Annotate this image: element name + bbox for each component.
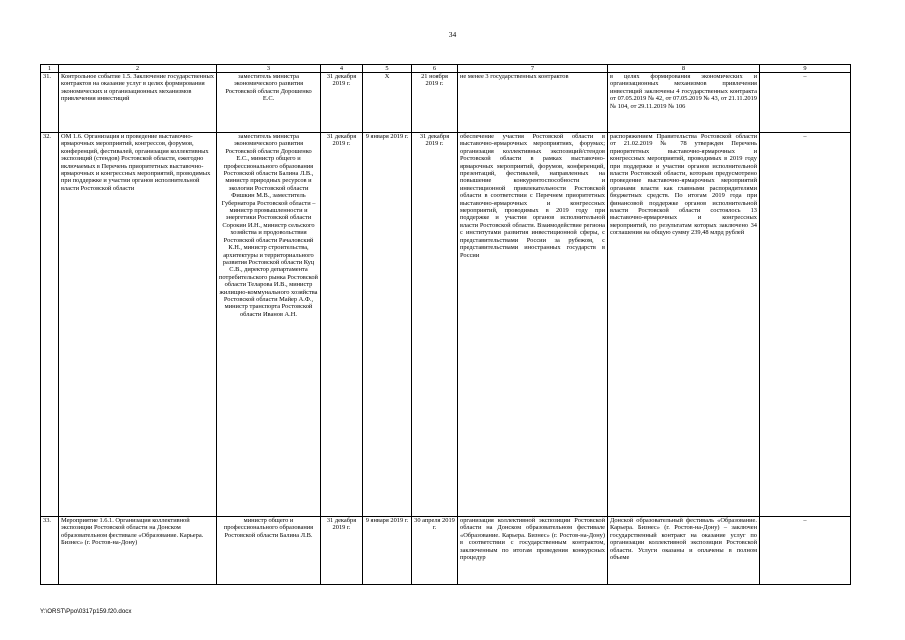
column-header: 7	[458, 65, 608, 73]
page-number: 34	[448, 30, 457, 39]
actual-end-date: 30 апреля 2019 г.	[412, 517, 458, 585]
planned-date: 31 декабря 2019 г.	[321, 517, 363, 585]
actual-end-date: 31 декабря 2019 г.	[412, 133, 458, 517]
actual-start-date: 9 января 2019 г.	[363, 133, 412, 517]
row-number: 32.	[41, 133, 59, 517]
report-table	[40, 64, 851, 585]
actual-start-date: 9 января 2019 г.	[363, 517, 412, 585]
column-header: 5	[363, 65, 412, 73]
event-name: Мероприятие 1.6.1. Организация коллективной экспозиции Ростовской области на Донском образовательном фестивале «Образование. Карьера. Бизнес» (г. Ростов-на-Дону)	[59, 517, 217, 585]
actual-result: распоряжением Правительства Ростовской области от 21.02.2019 № 78 утвержден Перечень приоритетных выставочно-ярмарочных и конгрессных мероприятий, проводимых в 2019 году при поддержке и участии органов исполнительной власти Ростовской области, которым предусмотрено проведение выставочно-ярмарочных мероприятий органами власти как главными распорядителями бюджетных средств. По итогам 2019 года при финансовой поддержке органов исполнительной власти Ростовской области состоялось 13 выставочно-ярмарочных и конгрессных мероприятий, по результатам которых заключено 34 соглашения на общую сумму 239,48 млрд рублей	[608, 133, 760, 517]
table-row	[41, 133, 851, 517]
deviation-reasons: –	[760, 517, 851, 585]
responsible-executor: заместитель министра экономического развития Ростовской области Дорошенко Е.С.	[217, 73, 321, 133]
actual-end-date: 21 ноября 2019 г.	[412, 73, 458, 133]
column-number-row	[41, 65, 851, 73]
planned-result: организация коллективной экспозиции Ростовской области на Донском образовательном фестивале «Образование. Карьера. Бизнес» (г. Ростов-на-Дону) в соответствии с государственным контрактом, заключенным по итогам проведения конкурсных процедур	[458, 517, 608, 585]
planned-date: 31 декабря 2019 г.	[321, 73, 363, 133]
column-header: 3	[217, 65, 321, 73]
actual-start-date: X	[363, 73, 412, 133]
actual-result: в целях формирования экономических и организационных механизмов привлечения инвестиций заключены 4 государственных контракта от 07.05.2019 № 42, от 07.05.2019 № 43, от 21.11.2019 № 104, от 29.11.2019 № 106	[608, 73, 760, 133]
deviation-reasons: –	[760, 133, 851, 517]
event-name: ОМ 1.6. Организация и проведение выставочно-ярмарочных мероприятий, конгрессов, форумов, конференций, фестивалей, организация коллективных экспозиций (стендов) Ростовской области, ежегодно включаемых в Перечень приоритетных выставочно-ярмарочных и конгрессных мероприятий, проводимых при поддержке и участии органов исполнительной власти Ростовской области	[59, 133, 217, 517]
column-header: 9	[760, 65, 851, 73]
deviation-reasons: –	[760, 73, 851, 133]
column-header: 1	[41, 65, 59, 73]
table-row	[41, 517, 851, 585]
column-header: 6	[412, 65, 458, 73]
actual-result: Донской образовательный фестиваль «Образование. Карьера. Бизнес» (г. Ростов-на-Дону) – заключен государственный контракт на оказание услуг по организации коллективной экспозиции Ростовской области. Услуги оказаны и оплачены в полном объеме	[608, 517, 760, 585]
column-header: 4	[321, 65, 363, 73]
row-number: 31.	[41, 73, 59, 133]
column-header: 2	[59, 65, 217, 73]
planned-date: 31 декабря 2019 г.	[321, 133, 363, 517]
column-header: 8	[608, 65, 760, 73]
table-row	[41, 73, 851, 133]
file-path-footer: Y:\ORST\Ppo\0317p159.f20.docx	[40, 608, 132, 615]
planned-result: обеспечение участия Ростовской области в выставочно-ярмарочных мероприятиях, форумах; организация коллективных экспозиций/стендов Ростовской области в рамках выставочно-ярмарочных мероприятий, форумов, конференций, презентаций, фестивалей, направленных на повышение конкурентоспособности и инвестиционной привлекательности Ростовской области в соответствии с Перечнем приоритетных выставочно-ярмарочных и конгрессных мероприятий, проводимых в 2019 году при поддержке и участии органов исполнительной власти Ростовской области. Взаимодействие региона с институтами развития инвестиционной сферы, с представительствами России за рубежом, с представительствами иностранных государств в России	[458, 133, 608, 517]
responsible-executor: министр общего и профессионального образования Ростовской области Балина Л.В.	[217, 517, 321, 585]
row-number: 33.	[41, 517, 59, 585]
planned-result: не менее 3 государственных контрактов	[458, 73, 608, 133]
responsible-executor: заместитель министра экономического развития Ростовской области Дорошенко Е.С., министр общего и профессионального образования Ростовской области Балина Л.В., министр природных ресурсов и экологии Ростовской области Фишкин М.В., заместитель Губернатора Ростовской области – министр промышленности и энергетики Ростовской области Сорокин И.Н., министр сельского хозяйства и продовольствия Ростовской области Рачаловский К.Н., министр строительства, архитектуры и территориального развития Ростовской области Куц С.В., директор департамента потребительского рынка Ростовской области Теларова И.В., министр жилищно-коммунального хозяйства Ростовской области Майер А.Ф., министр транспорта Ростовской области Иванов А.Н.	[217, 133, 321, 517]
event-name: Контрольное событие 1.5. Заключение государственных контрактов на оказание услуг в целях формирования экономических и организационных механизмов привлечения инвестиций	[59, 73, 217, 133]
